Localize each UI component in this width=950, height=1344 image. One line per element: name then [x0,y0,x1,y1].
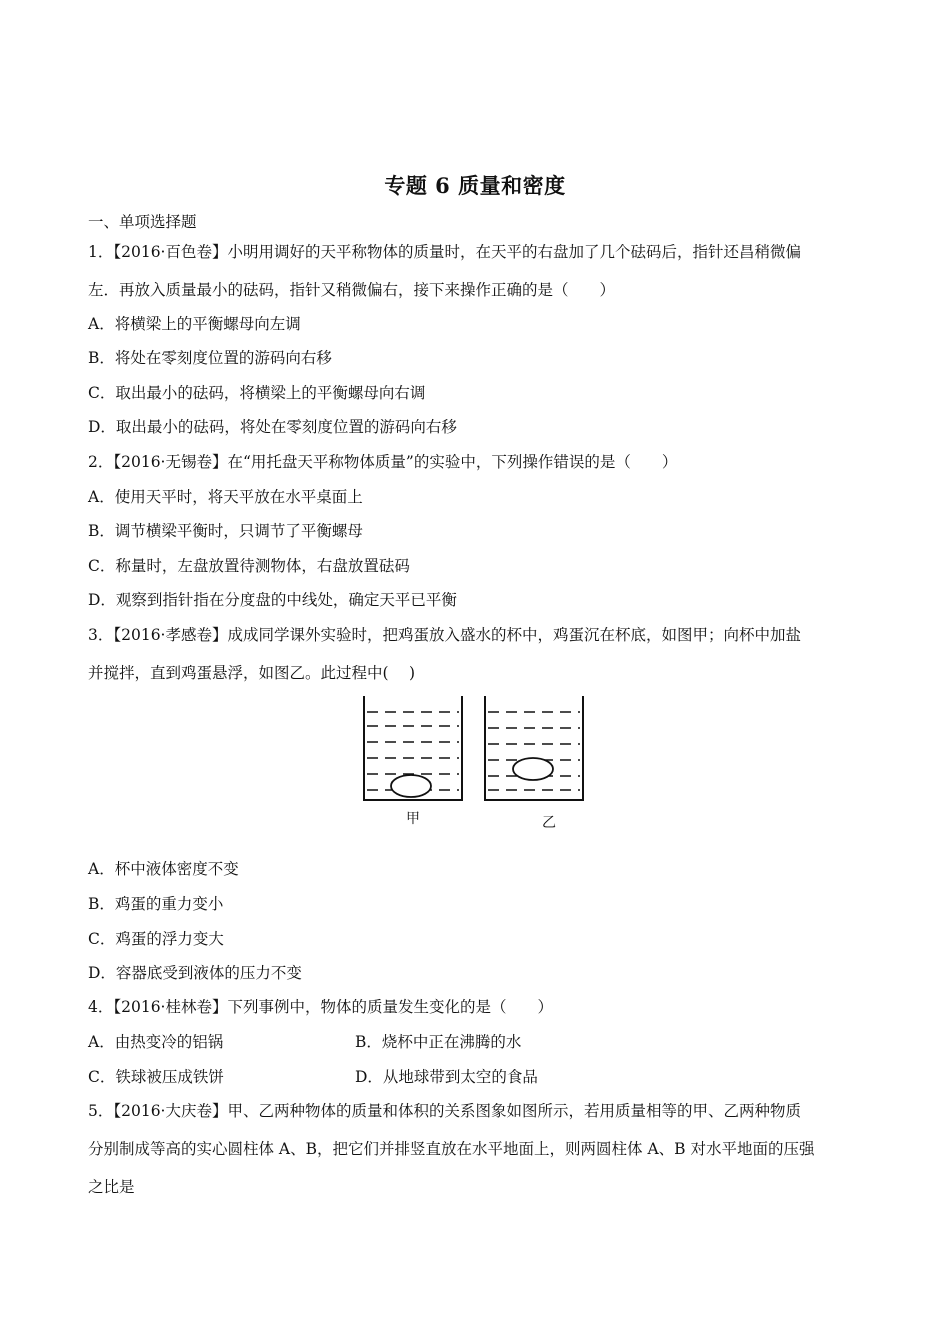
q4-option-b: B．烧杯中正在沸腾的水 [355,1033,522,1051]
beaker-left [364,696,462,800]
q5-stem-line3: 之比是 [88,1178,135,1196]
q2-option-c: C．称量时，左盘放置待测物体，右盘放置砝码 [88,557,410,575]
beaker-right [485,696,583,800]
q1-option-d: D．取出最小的砝码，将处在零刻度位置的游码向右移 [88,418,457,436]
q1-option-b: B．将处在零刻度位置的游码向右移 [88,349,332,367]
q3-option-d: D．容器底受到液体的压力不变 [88,964,302,982]
q2-option-d: D．观察到指针指在分度盘的中线处，确定天平已平衡 [88,591,457,609]
page-title: 专题 6 质量和密度 [384,173,566,198]
q5-stem-line1: 5．【2016·大庆卷】甲、乙两种物体的质量和体积的关系图象如图所示，若用质量相等的甲、乙两种物质 [88,1102,801,1120]
q1-stem-line1: 1．【2016·百色卷】小明用调好的天平称物体的质量时，在天平的右盘加了几个砝码后，指针还昌稍微偏 [88,243,801,261]
q4-option-a: A．由热变冷的铝锅 [88,1033,224,1051]
q4-option-c: C．铁球被压成铁饼 [88,1068,224,1086]
q3-option-a: A．杯中液体密度不变 [88,860,239,878]
q2-option-a: A．使用天平时，将天平放在水平桌面上 [88,488,363,506]
section-heading: 一、单项选择题 [88,213,197,231]
beaker-diagram [355,690,595,840]
q3-option-b: B．鸡蛋的重力变小 [88,895,224,913]
q4-option-d: D．从地球带到太空的食品 [355,1068,538,1086]
q3-stem-line2: 并搅拌，直到鸡蛋悬浮，如图乙。此过程中( ) [88,664,416,682]
fig-label-yi: 乙 [542,815,556,831]
q5-stem-line2: 分别制成等高的实心圆柱体 A、B，把它们并排竖直放在水平地面上，则两圆柱体 A、B 对水平地面的压强 [88,1140,815,1158]
q3-stem-line1: 3．【2016·孝感卷】成成同学课外实验时，把鸡蛋放入盛水的杯中，鸡蛋沉在杯底，如图甲；向杯中加盐 [88,626,801,644]
q4-stem-line1: 4．【2016·桂林卷】下列事例中，物体的质量发生变化的是（ ） [88,998,553,1016]
fig-label-jia: 甲 [406,811,420,827]
q2-stem-line1: 2．【2016·无锡卷】在“用托盘天平称物体质量”的实验中，下列操作错误的是（ ） [88,453,678,471]
q1-option-c: C．取出最小的砝码，将横梁上的平衡螺母向右调 [88,384,426,402]
q1-stem-line2: 左．再放入质量最小的砝码，指针又稍微偏右，接下来操作正确的是（ ） [88,281,616,299]
q2-option-b: B．调节横梁平衡时，只调节了平衡螺母 [88,522,363,540]
q1-option-a: A．将横梁上的平衡螺母向左调 [88,315,301,333]
egg-beaker-figure [355,690,595,840]
q3-option-c: C．鸡蛋的浮力变大 [88,930,224,948]
egg-sunk [391,775,431,797]
egg-suspended [513,758,553,780]
